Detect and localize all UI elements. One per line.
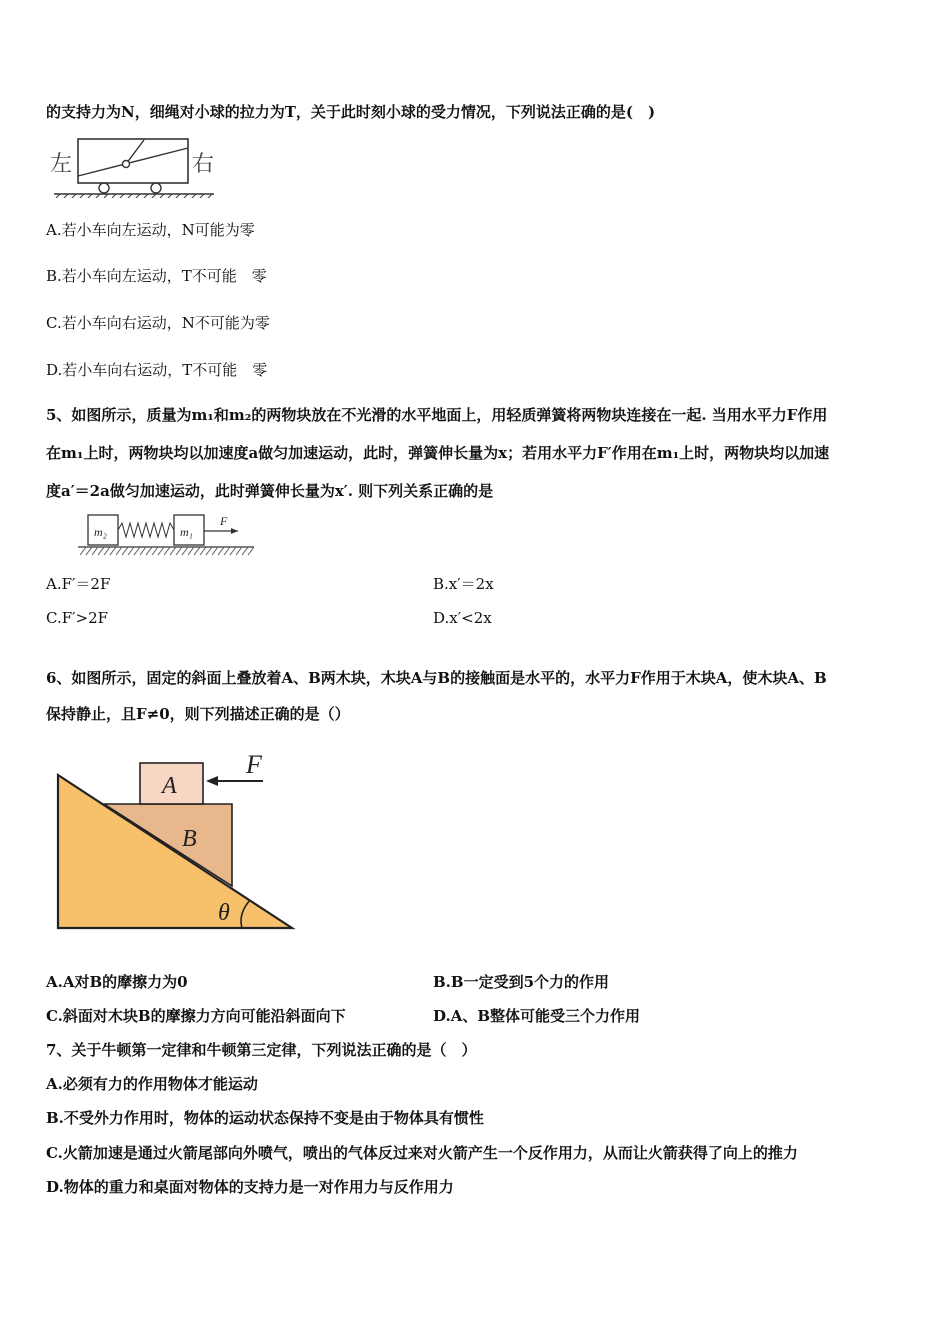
q4-option-a: A.若小车向左运动，N可能为零 [46,221,255,239]
angle-label: θ [218,900,230,926]
q4-option-b: B.若小车向左运动，T不可能 零 [46,267,267,285]
incline-rod [78,148,188,176]
q6-option-d: D.A、B整体可能受三个力作用 [433,1007,641,1025]
force-label: F [220,514,228,528]
spring [118,523,174,537]
q5-option-a: A.F′＝2F [46,575,111,593]
q6-option-c: C.斜面对木块B的摩擦力方向可能沿斜面向下 [46,1007,346,1025]
q7-option-b: B.不受外力作用时，物体的运动状态保持不变是由于物体具有惯性 [46,1109,484,1127]
q4-cart-figure [46,136,226,198]
q5-stem-line2: 在m₁上时，两物块均以加速度a做匀加速运动，此时，弹簧伸长量为x；若用水平力F′作用在m₁上时，两物块均以加速 [46,444,830,462]
force-arrowhead [231,528,238,534]
q6-option-b: B.B一定受到5个力的作用 [433,973,610,991]
q5-stem-line1: 5、如图所示，质量为m₁和m₂的两物块放在不光滑的水平地面上，用轻质弹簧将两物块连接在一起. 当用水平力F作用 [46,406,828,424]
q5-option-c: C.F′>2F [46,609,109,627]
q7-option-a: A.必须有力的作用物体才能运动 [46,1075,258,1093]
wheel-right [151,183,161,193]
block-a-label: A [162,773,177,799]
block-m1-label: m₁ [180,525,193,539]
q6-incline-figure [50,748,300,933]
q4-stem-continuation: 的支持力为N，细绳对小球的拉力为T，关于此时刻小球的受力情况，下列说法正确的是( ) [46,103,656,121]
force-arrowhead [206,776,218,786]
q7-stem: 7、关于牛顿第一定律和牛顿第三定律，下列说法正确的是（ ） [46,1041,477,1059]
cart-body [78,139,188,183]
q4-fig-right-label: 右 [192,151,215,176]
wheel-left [99,183,109,193]
q7-option-d: D.物体的重力和桌面对物体的支持力是一对作用力与反作用力 [46,1178,454,1196]
ball [123,161,130,168]
q4-option-d: D.若小车向右运动，T不可能 零 [46,361,268,379]
q5-option-d: D.x′<2x [433,609,492,627]
q5-option-b: B.x′＝2x [433,575,494,593]
q4-option-c: C.若小车向右运动，N不可能为零 [46,314,270,332]
q6-stem-line1: 6、如图所示，固定的斜面上叠放着A、B两木块，木块A与B的接触面是水平的，水平力F作用于木块A，使木块A、B [46,669,827,687]
block-m2-label: m₂ [94,525,107,539]
q5-stem-line3: 度a′＝2a做匀加速运动，此时弹簧伸长量为x′. 则下列关系正确的是 [46,482,494,500]
q6-option-a: A.A对B的摩擦力为0 [46,973,188,991]
block-b-label: B [182,826,197,852]
q4-fig-left-label: 左 [50,151,73,176]
q6-stem-line2: 保持静止，且F≠0，则下列描述正确的是（） [46,705,350,723]
q5-spring-blocks-figure [78,511,258,559]
force-label: F [246,750,262,779]
q7-option-c: C.火箭加速是通过火箭尾部向外喷气，喷出的气体反过来对火箭产生一个反作用力，从而让火箭获得了向上的推力 [46,1144,798,1162]
